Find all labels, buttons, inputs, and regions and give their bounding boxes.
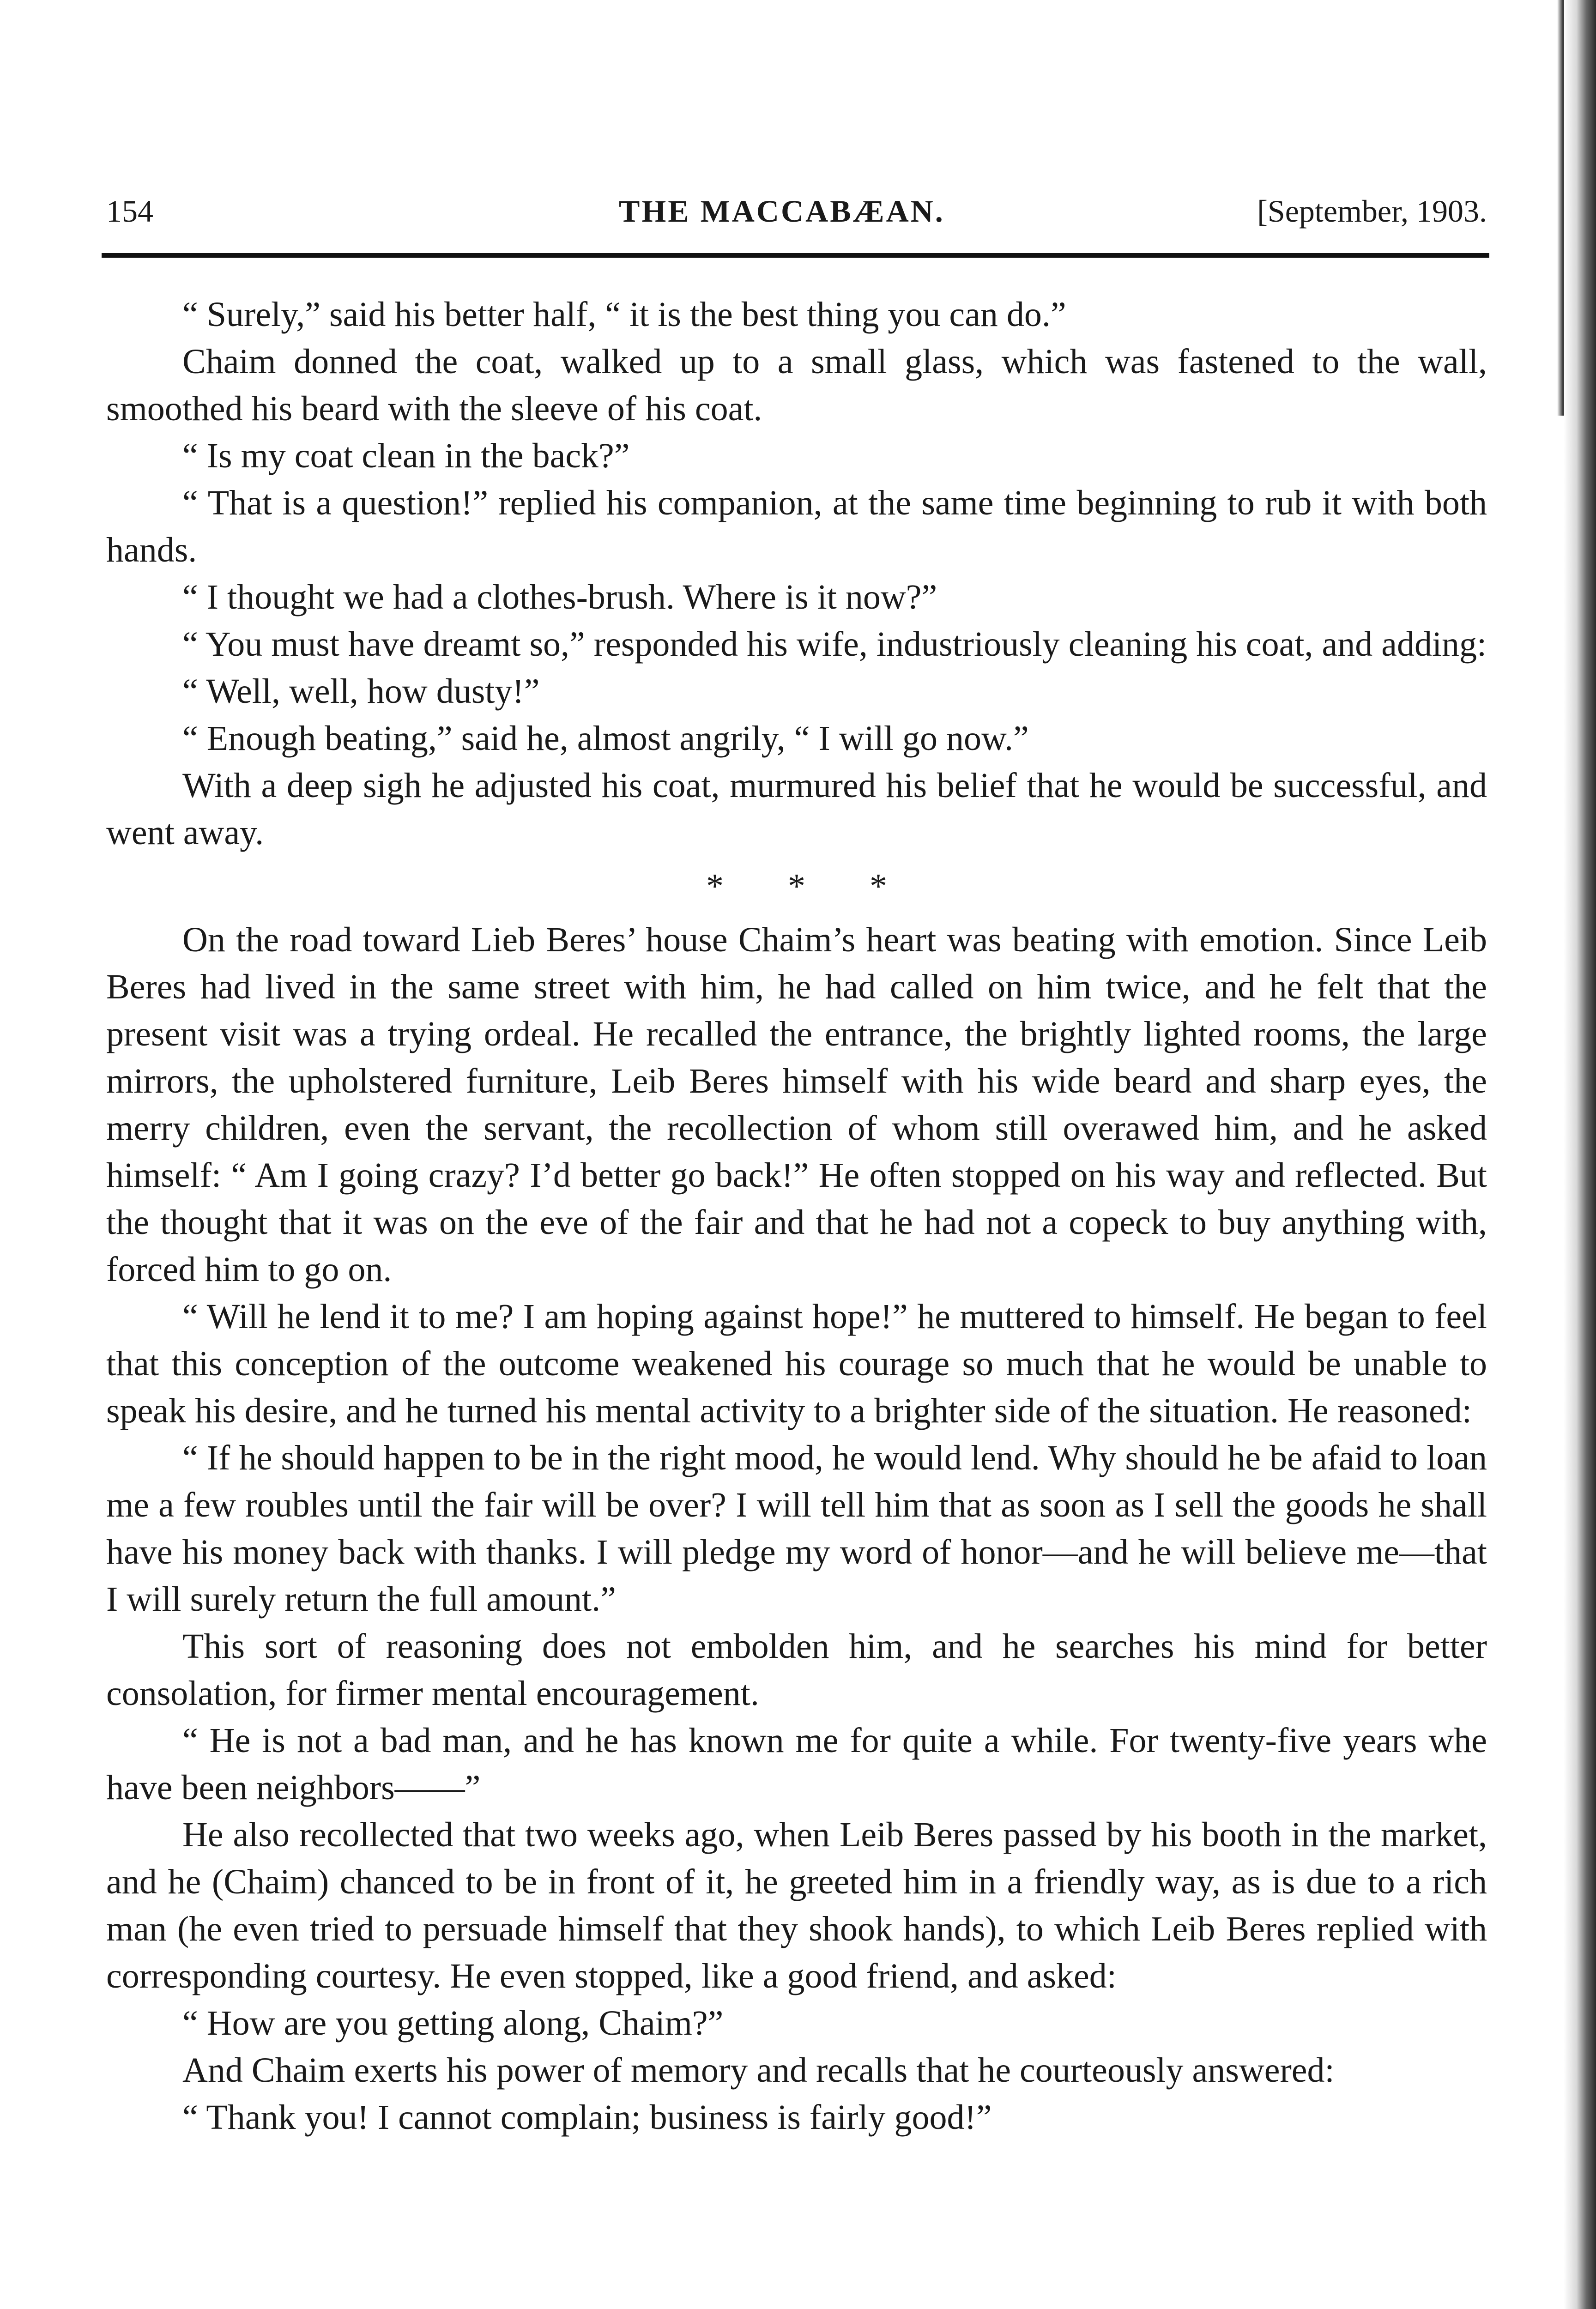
page-edge-shadow [1564, 0, 1596, 2309]
paragraph: “ Is my coat clean in the back?” [182, 436, 630, 475]
section-break: * * * [706, 867, 915, 906]
paragraph: “ I thought we had a clothes-brush. Where is it now?” [182, 578, 937, 617]
paragraph: “ How are you getting along, Chaim?” [182, 2004, 724, 2043]
paragraph: With a deep sigh he adjusted his coat, murmured his belief that he would be successful, and went away. [106, 766, 1487, 852]
paragraph: “ You must have dreamt so,” responded his wife, industriously cleaning his coat, and adding: [182, 625, 1487, 664]
paragraph: “ Well, well, how dusty!” [182, 672, 540, 711]
paragraph: This sort of reasoning does not embolden him, and he searches his mind for better consolation, for firmer mental encouragement. [106, 1627, 1487, 1713]
paragraph: On the road toward Lieb Beres’ house Chaim’s heart was beating with emotion. Since Leib Beres had lived in the same street with him, he had called on him twice, and he felt that the present visit was a trying ordeal. He recalled the entrance, the brightly lighted rooms, the large mirrors, the upholstered furniture, Leib Beres himself with his wide beard and sharp eyes, the merry children, even the servant, the recollection of whom still overawed him, and he asked himself: “ Am I going crazy? I’d better go back!” He often stopped on his way and reflected. But the thought that it was on the eve of the fair and that he had not a copeck to buy anything with, forced him to go on. [106, 920, 1487, 1289]
paragraph: “ Will he lend it to me? I am hoping against hope!” he muttered to himself. He began to feel that this conception of the outcome weakened his courage so much that he would be unable to speak his desire, and he turned his mental activity to a brighter side of the situation. He reasoned: [106, 1297, 1487, 1430]
header-rule [102, 253, 1489, 258]
article-body [106, 291, 1487, 2141]
paragraph: “ Enough beating,” said he, almost angrily, “ I will go now.” [182, 719, 1029, 758]
running-header [106, 193, 1487, 235]
paragraph: “ That is a question!” replied his companion, at the same time beginning to rub it with both hands. [106, 484, 1487, 569]
paragraph: “ Thank you! I cannot complain; business is fairly good!” [182, 2098, 992, 2137]
paragraph: And Chaim exerts his power of memory and recalls that he courteously answered: [182, 2051, 1335, 2090]
page-binding-shadow [1557, 0, 1564, 416]
journal-title: THE MACCABÆAN. [619, 193, 945, 229]
paragraph: “ If he should happen to be in the right mood, he would lend. Why should he be afaid to loan me a few roubles until the fair will be over? I will tell him that as soon as I sell the goods he shall have his money back with thanks. I will pledge my word of honor—and he will believe me—that I will surely return the full amount.” [106, 1439, 1487, 1619]
page-number: 154 [106, 193, 153, 229]
paragraph: Chaim donned the coat, walked up to a small glass, which was fastened to the wall, smoothed his beard with the sleeve of his coat. [106, 342, 1487, 428]
paragraph: He also recollected that two weeks ago, when Leib Beres passed by his booth in the market, and he (Chaim) chanced to be in front of it, he greeted him in a friendly way, as is due to a rich man (he even tried to persuade himself that they shook hands), to which Leib Beres replied with corresponding courtesy. He even stopped, like a good friend, and asked: [106, 1815, 1487, 1995]
paragraph: “ He is not a bad man, and he has known me for quite a while. For twenty-five years whe have been neighbors——” [106, 1721, 1487, 1807]
issue-date: [September, 1903. [1257, 193, 1487, 229]
paragraph: “ Surely,” said his better half, “ it is the best thing you can do.” [182, 295, 1066, 334]
